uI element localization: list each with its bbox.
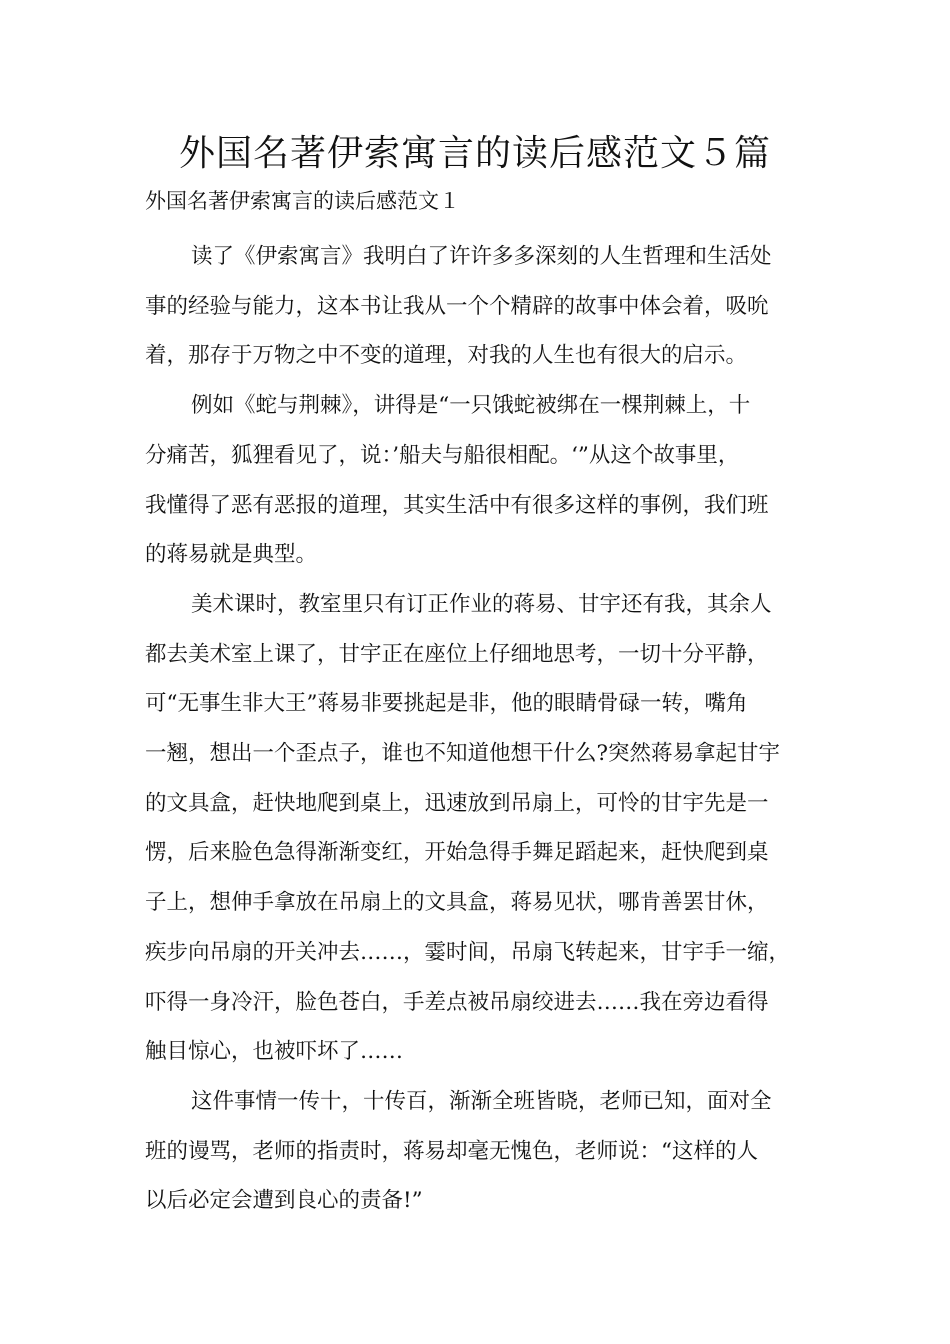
- paragraph-line: 我懂得了恶有恶报的道理，其实生活中有很多这样的事例，我们班: [145, 492, 769, 518]
- paragraph-4: [145, 1077, 825, 1226]
- paragraph-line: 读了《伊索寓言》我明白了许许多多深刻的人生哲理和生活处: [191, 244, 772, 269]
- paragraph-line: 触目惊心，也被吓坏了……: [145, 1039, 404, 1065]
- paragraph-line: 的文具盒，赶快地爬到桌上，迅速放到吊扇上，可怜的甘宇先是一: [145, 790, 769, 816]
- paragraph-1: [145, 232, 825, 381]
- paragraph-line: 例如《蛇与荆棘》，讲得是“一只饿蛇被绑在一棵荆棘上，十: [191, 393, 751, 419]
- paragraph-3: [145, 580, 825, 1077]
- paragraph-line: 的蒋易就是典型。: [145, 542, 318, 568]
- document-body: [145, 232, 825, 1226]
- paragraph-2: [145, 381, 825, 580]
- section-heading: 外国名著伊索寓言的读后感范文１: [145, 189, 460, 213]
- paragraph-line: 愣，后来脸色急得渐渐变红，开始急得手舞足蹈起来，赶快爬到桌: [145, 840, 769, 866]
- paragraph-line: 事的经验与能力，这本书让我从一个个精辟的故事中体会着，吸吮: [145, 293, 769, 319]
- paragraph-line: 一翘，想出一个歪点子，谁也不知道他想干什么?突然蒋易拿起甘宇: [145, 741, 781, 767]
- paragraph-line: 美术课时，教室里只有订正作业的蒋易、甘宇还有我，其余人: [191, 591, 772, 617]
- paragraph-line: 分痛苦，狐狸看见了，说：’船夫与船很相配。‘”从这个故事里，: [145, 442, 740, 468]
- paragraph-line: 以后必定会遭到良心的责备!”: [145, 1188, 423, 1214]
- paragraph-line: 都去美术室上课了，甘宇正在座位上仔细地思考，一切十分平静，: [145, 641, 769, 667]
- paragraph-line: 这件事情一传十，十传百，渐渐全班皆晓，老师已知，面对全: [191, 1088, 772, 1114]
- paragraph-line: 可“无事生非大王”蒋易非要挑起是非，他的眼睛骨碌一转，嘴角: [145, 691, 748, 717]
- paragraph-line: 子上，想伸手拿放在吊扇上的文具盒，蒋易见状，哪肯善罢甘休，: [145, 890, 769, 916]
- paragraph-line: 吓得一身冷汗，脸色苍白，手差点被吊扇绞进去……我在旁边看得: [145, 989, 769, 1015]
- paragraph-line: 班的谩骂，老师的指责时，蒋易却毫无愧色，老师说：“这样的人: [145, 1138, 758, 1164]
- paragraph-line: 疾步向吊扇的开关冲去……，霎时间，吊扇飞转起来，甘宇手一缩，: [145, 939, 791, 965]
- paragraph-line: 着，那存于万物之中不变的道理，对我的人生也有很大的启示。: [145, 343, 748, 369]
- document-title: 外国名著伊索寓言的读后感范文５篇: [178, 133, 771, 174]
